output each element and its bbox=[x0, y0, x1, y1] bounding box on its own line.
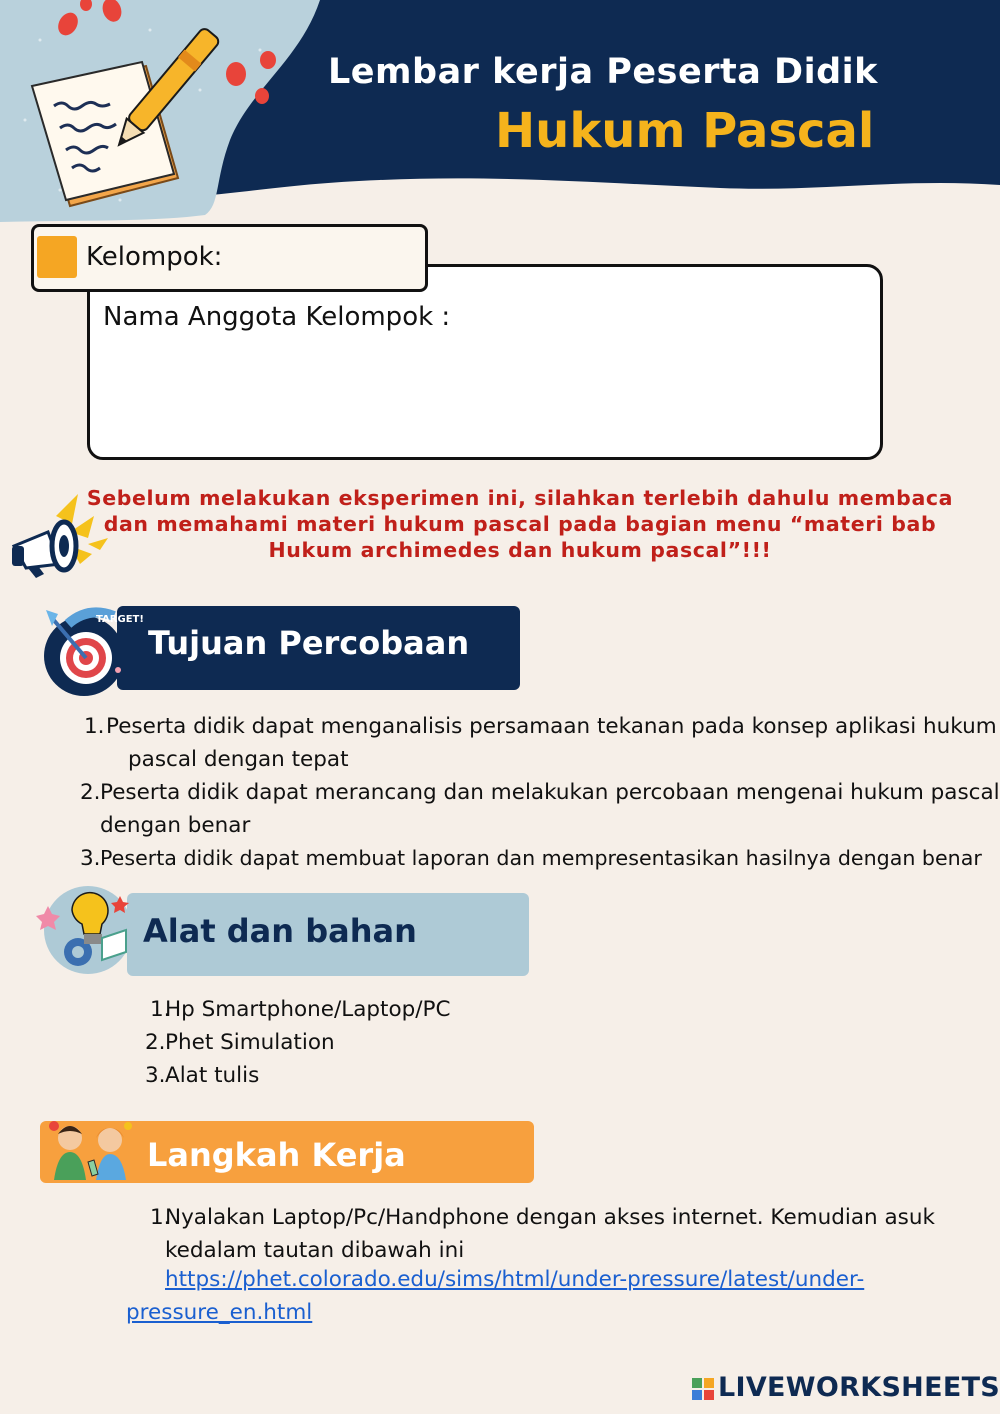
phet-simulation-link[interactable]: https://phet.colorado.edu/sims/html/under-pressure/latest/under- bbox=[165, 1267, 865, 1292]
notice-line-3: Hukum archimedes dan hukum pascal”!!! bbox=[268, 538, 772, 562]
instruction-notice bbox=[70, 485, 970, 563]
list-item-text-cont: kedalam tautan dibawah ini bbox=[165, 1238, 465, 1263]
list-item-number: 2. bbox=[145, 1030, 166, 1055]
members-input-box[interactable] bbox=[87, 264, 883, 460]
list-item-number: 1. bbox=[150, 997, 171, 1022]
notebook-pencil-icon bbox=[28, 28, 218, 213]
notice-line-2: dan memahami materi hukum pascal pada bagian menu “materi bab bbox=[103, 512, 937, 536]
tujuan-title: Tujuan Percobaan bbox=[148, 624, 470, 662]
liveworksheets-logo-icon bbox=[691, 1377, 715, 1401]
liveworksheets-brand: LIVEWORKSHEETS bbox=[718, 1372, 1000, 1403]
list-item-text-cont: dengan benar bbox=[100, 813, 251, 838]
list-item-text: Hp Smartphone/Laptop/PC bbox=[165, 997, 451, 1022]
group-label: Kelompok: bbox=[86, 242, 223, 272]
list-item-number: 2. bbox=[80, 780, 101, 805]
alat-title: Alat dan bahan bbox=[143, 912, 417, 950]
target-icon bbox=[38, 604, 144, 696]
svg-text:TARGET!: TARGET! bbox=[96, 614, 144, 625]
list-item-text: Nyalakan Laptop/Pc/Handphone dengan akses internet. Kemudian asuk bbox=[165, 1205, 935, 1230]
list-item-number: 1. bbox=[84, 714, 105, 739]
list-item-text-cont: pascal dengan tepat bbox=[128, 747, 349, 772]
worksheet-subtitle: Hukum Pascal bbox=[495, 103, 875, 159]
students-experiment-icon bbox=[44, 1118, 140, 1184]
list-item-text: Peserta didik dapat merancang dan melakukan percobaan mengenai hukum pascal bbox=[100, 780, 1000, 805]
list-item-number: 1. bbox=[150, 1205, 171, 1230]
lightbulb-icon bbox=[40, 880, 136, 976]
list-item bbox=[78, 710, 998, 776]
langkah-title: Langkah Kerja bbox=[147, 1136, 406, 1174]
list-item-text: Alat tulis bbox=[165, 1063, 260, 1088]
worksheet-title: Lembar kerja Peserta Didik bbox=[328, 52, 878, 92]
list-item-number: 3. bbox=[80, 846, 101, 871]
phet-simulation-link-cont[interactable]: pressure_en.html bbox=[126, 1300, 313, 1325]
list-item-text: Peserta didik dapat menganalisis persamaan tekanan pada konsep aplikasi hukum bbox=[106, 714, 997, 739]
list-item-text: Phet Simulation bbox=[165, 1030, 335, 1055]
list-item-text: Peserta didik dapat membuat laporan dan mempresentasikan hasilnya dengan benar bbox=[100, 846, 982, 870]
group-label-marker bbox=[37, 236, 77, 278]
list-item bbox=[78, 842, 998, 875]
list-item-number: 3. bbox=[145, 1063, 166, 1088]
tujuan-list bbox=[78, 710, 998, 875]
notice-line-1: Sebelum melakukan eksperimen ini, silahkan terlebih dahulu membaca bbox=[86, 486, 954, 510]
list-item bbox=[78, 776, 998, 842]
members-label: Nama Anggota Kelompok : bbox=[103, 302, 451, 332]
